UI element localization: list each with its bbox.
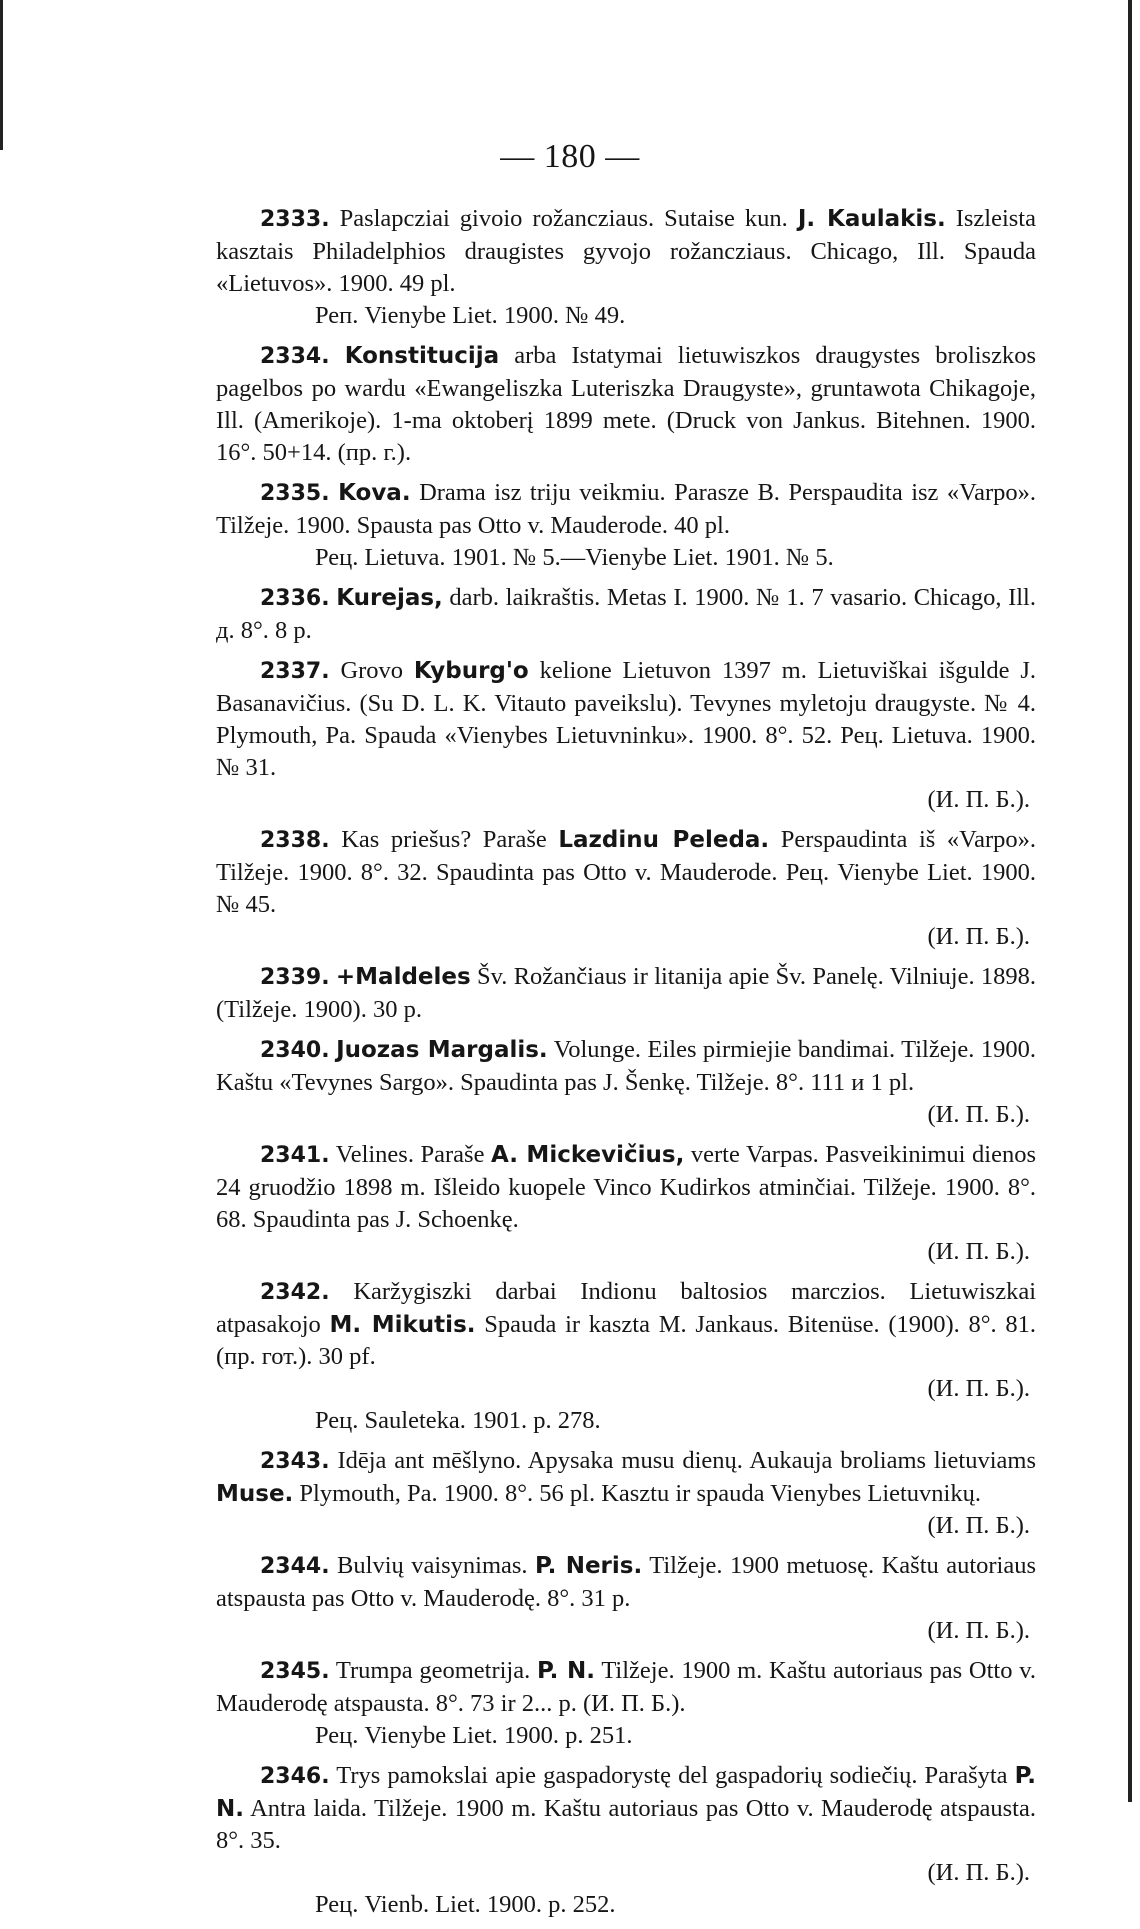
entry-author: Muse. [216,1481,294,1507]
entry-text [216,1276,1036,1373]
entry-signature: (И. П. Б.). [927,1859,1030,1886]
entry-author: Kyburg'o [413,658,529,684]
entry-author: Kurejas, [336,585,443,611]
binding-edge-right [1128,0,1132,1802]
entry-title: Trys pamokslai apie gaspadorystę del gaspadorių sodiečių. Parašyta [336,1762,1008,1789]
entry-body: Tilžeje. 1900 metuosę. Kaštu autoriaus atspausta pas Otto v. Mauderodę. 8°. 31 p. [216,1552,1037,1612]
entry-text [216,1034,1036,1099]
entry-title: Velines. Paraše [335,1141,485,1168]
entry-signature: (И. П. Б.). [927,1101,1030,1128]
entry-text [216,477,1036,542]
entry-text [216,1445,1036,1510]
entry-author: Lazdinu Peleda. [558,827,770,853]
entry-number: 2333. [260,207,330,232]
entry-text [216,203,1036,300]
entry-body: arba Istatymai lietuwiszkos draugystes broliszkos pagelbos po wardu «Ewangeliszka Luteriszka Draugyste», gruntawota Chikagoje, Ill. (Amerikoje). 1-ma oktoberį 1899 mete. (Druck von Jankus. Bitehnen. 1900. 16°. 50+14. (пр. г.). [216,342,1036,466]
entry-body: Antra laida. Tilžeje. 1900 m. Kaštu autoriaus pas Otto v. Mauderodę atspausta. 8°. 35. [216,1795,1036,1854]
entry-signature: (И. П. Б.). [927,1238,1030,1265]
entry-number: 2345. [260,1659,330,1684]
entry-signature: (И. П. Б.). [927,923,1030,950]
entry-2341 [216,1139,1036,1268]
entry-title: Idēja ant mēšlyno. Apysaka musu dienų. Aukauja broliams lietuviams [337,1447,1036,1474]
entry-review: Реп. Vienybe Liet. 1900. № 49. [315,302,626,329]
entry-text [216,961,1036,1026]
entry-2337 [216,655,1036,816]
entry-number: 2338. [260,828,330,853]
entry-author: P. Neris. [535,1553,643,1579]
entry-author: M. Mikutis. [329,1312,476,1338]
entry-signature: (И. П. Б.). [927,1617,1030,1644]
entry-body: darb. laikraštis. Metas I. 1900. № 1. 7 vasario. Chicago, Ill. д. 8°. 8 p. [216,584,1036,644]
entry-body: Perspaudinta iš «Varpo». Tilžeje. 1900. 8°. 32. Spaudinta pas Otto v. Mauderode. Рец. Vienybe Liet. 1900. № 45. [216,826,1037,918]
entry-2335 [216,477,1036,574]
entry-author: P. N. [537,1658,596,1684]
entry-text [216,582,1036,647]
entry-number: 2334. [260,344,330,369]
entry-text [216,655,1036,784]
entry-2344 [216,1550,1036,1647]
entry-body: Volunge. Eiles pirmiejie bandimai. Tilžeje. 1900. Kaštu «Tevynes Sargo». Spaudinta pas J. Šenkę. Tilžeje. 8°. 111 и 1 pl. [216,1036,1036,1096]
entry-title: Grovo [340,657,404,684]
bibliography-list [216,203,1036,1929]
entry-2338 [216,824,1036,953]
entry-signature: (И. П. Б.). [927,1375,1030,1402]
entry-body: Šv. Rožančiaus ir litanija apie Šv. Panelę. Vilniuje. 1898. (Tilžeje. 1900). 30 p. [216,963,1036,1023]
entry-2343 [216,1445,1036,1542]
entry-author: +Maldeles [335,964,471,990]
entry-body: Plymouth, Pa. 1900. 8°. 56 pl. Kasztu ir spauda Vienybes Lietuvnikų. [299,1480,981,1507]
entry-title: Bulvių vaisynimas. [337,1552,528,1579]
entry-number: 2337. [260,659,330,684]
entry-title: Karžygiszki darbai Indionu baltosios marczios. Lietuwiszkai atpasakojo [216,1278,1037,1338]
entry-2339 [216,961,1036,1026]
entry-number: 2335. [260,481,330,506]
entry-body: verte Varpas. Pasveikinimui dienos 24 gruodžio 1898 m. Išleido kuopele Vinco Kudirkos atminčiai. Tilžeje. 1900. 8°. 68. Spaudinta pas J. Schoenkę. [216,1141,1037,1233]
entry-signature: (И. П. Б.). [927,786,1030,813]
entry-imprint: Iszleista kasztais Philadelphios draugistes gyvojo rožancziaus. Chicago, Ill. Spauda «Lietuvos». 1900. 49 pl. [216,205,1036,297]
entry-text [216,1550,1036,1615]
entry-title: Paslapcziai givoio rožancziaus. Sutaise kun. [339,205,788,232]
entry-review: Рец. Lietuva. 1901. № 5.—Vienybe Liet. 1901. № 5. [315,544,834,571]
entry-author: Konstitucija [344,343,500,369]
entry-2345 [216,1655,1036,1752]
entry-number: 2340. [260,1038,330,1063]
entry-body: kelione Lietuvon 1397 m. Lietuviškai išgulde J. Basanavičius. (Su D. L. K. Vitauto paveikslu). Tevynes myletoju draugyste. № 4. Plymouth, Pa. Spauda «Vienybes Lietuvninku». 1900. 8°. 52. Рец. Lietuva. 1900. № 31. [216,657,1037,781]
entry-2342 [216,1276,1036,1437]
entry-text [216,340,1036,469]
entry-text [216,1655,1036,1720]
entry-2340 [216,1034,1036,1131]
entry-author: A. Mickevičius, [491,1142,685,1168]
entry-body: Spauda ir kaszta M. Jankaus. Bitenüse. (1900). 8°. 81. (пр. гот.). 30 pf. [216,1311,1037,1370]
entry-number: 2336. [260,586,330,611]
entry-number: 2344. [260,1554,330,1579]
entry-title: Trumpa geometrija. [335,1657,531,1684]
entry-2334 [216,340,1036,469]
entry-review: Рец. Vienb. Liet. 1900. p. 252. [315,1891,616,1918]
entry-author: Kova. [338,480,411,506]
entry-number: 2343. [260,1449,330,1474]
entry-author: P. N. [216,1763,1037,1822]
entry-author: J. Kaulakis. [797,206,946,232]
entry-number: 2341. [260,1143,330,1168]
binding-edge-left [0,0,3,150]
entry-author: Juozas Margalis. [336,1037,548,1063]
entry-body: Tilžeje. 1900 m. Kaštu autoriaus pas Otto v. Mauderodę atspausta. 8°. 73 ir 2... p. (И. П. Б.). [216,1657,1037,1717]
entry-text [216,1139,1036,1236]
entry-text [216,1760,1036,1857]
entry-title: Kas priešus? Paraše [341,826,547,853]
entry-review: Рец. Sauleteka. 1901. p. 278. [315,1407,601,1434]
page-number: — 180 — [500,138,640,175]
entry-text [216,824,1036,921]
entry-number: 2346. [260,1764,330,1789]
entry-2333 [216,203,1036,332]
entry-number: 2342. [260,1280,330,1305]
entry-2336 [216,582,1036,647]
entry-2346 [216,1760,1036,1921]
entry-body: Drama isz triju veikmiu. Parasze B. Perspaudita isz «Varpo». Tilžeje. 1900. Spausta pas Otto v. Mauderode. 40 pl. [216,479,1037,539]
entry-signature: (И. П. Б.). [927,1512,1030,1539]
entry-review: Рец. Vienybe Liet. 1900. p. 251. [315,1722,633,1749]
entry-number: 2339. [260,965,330,990]
